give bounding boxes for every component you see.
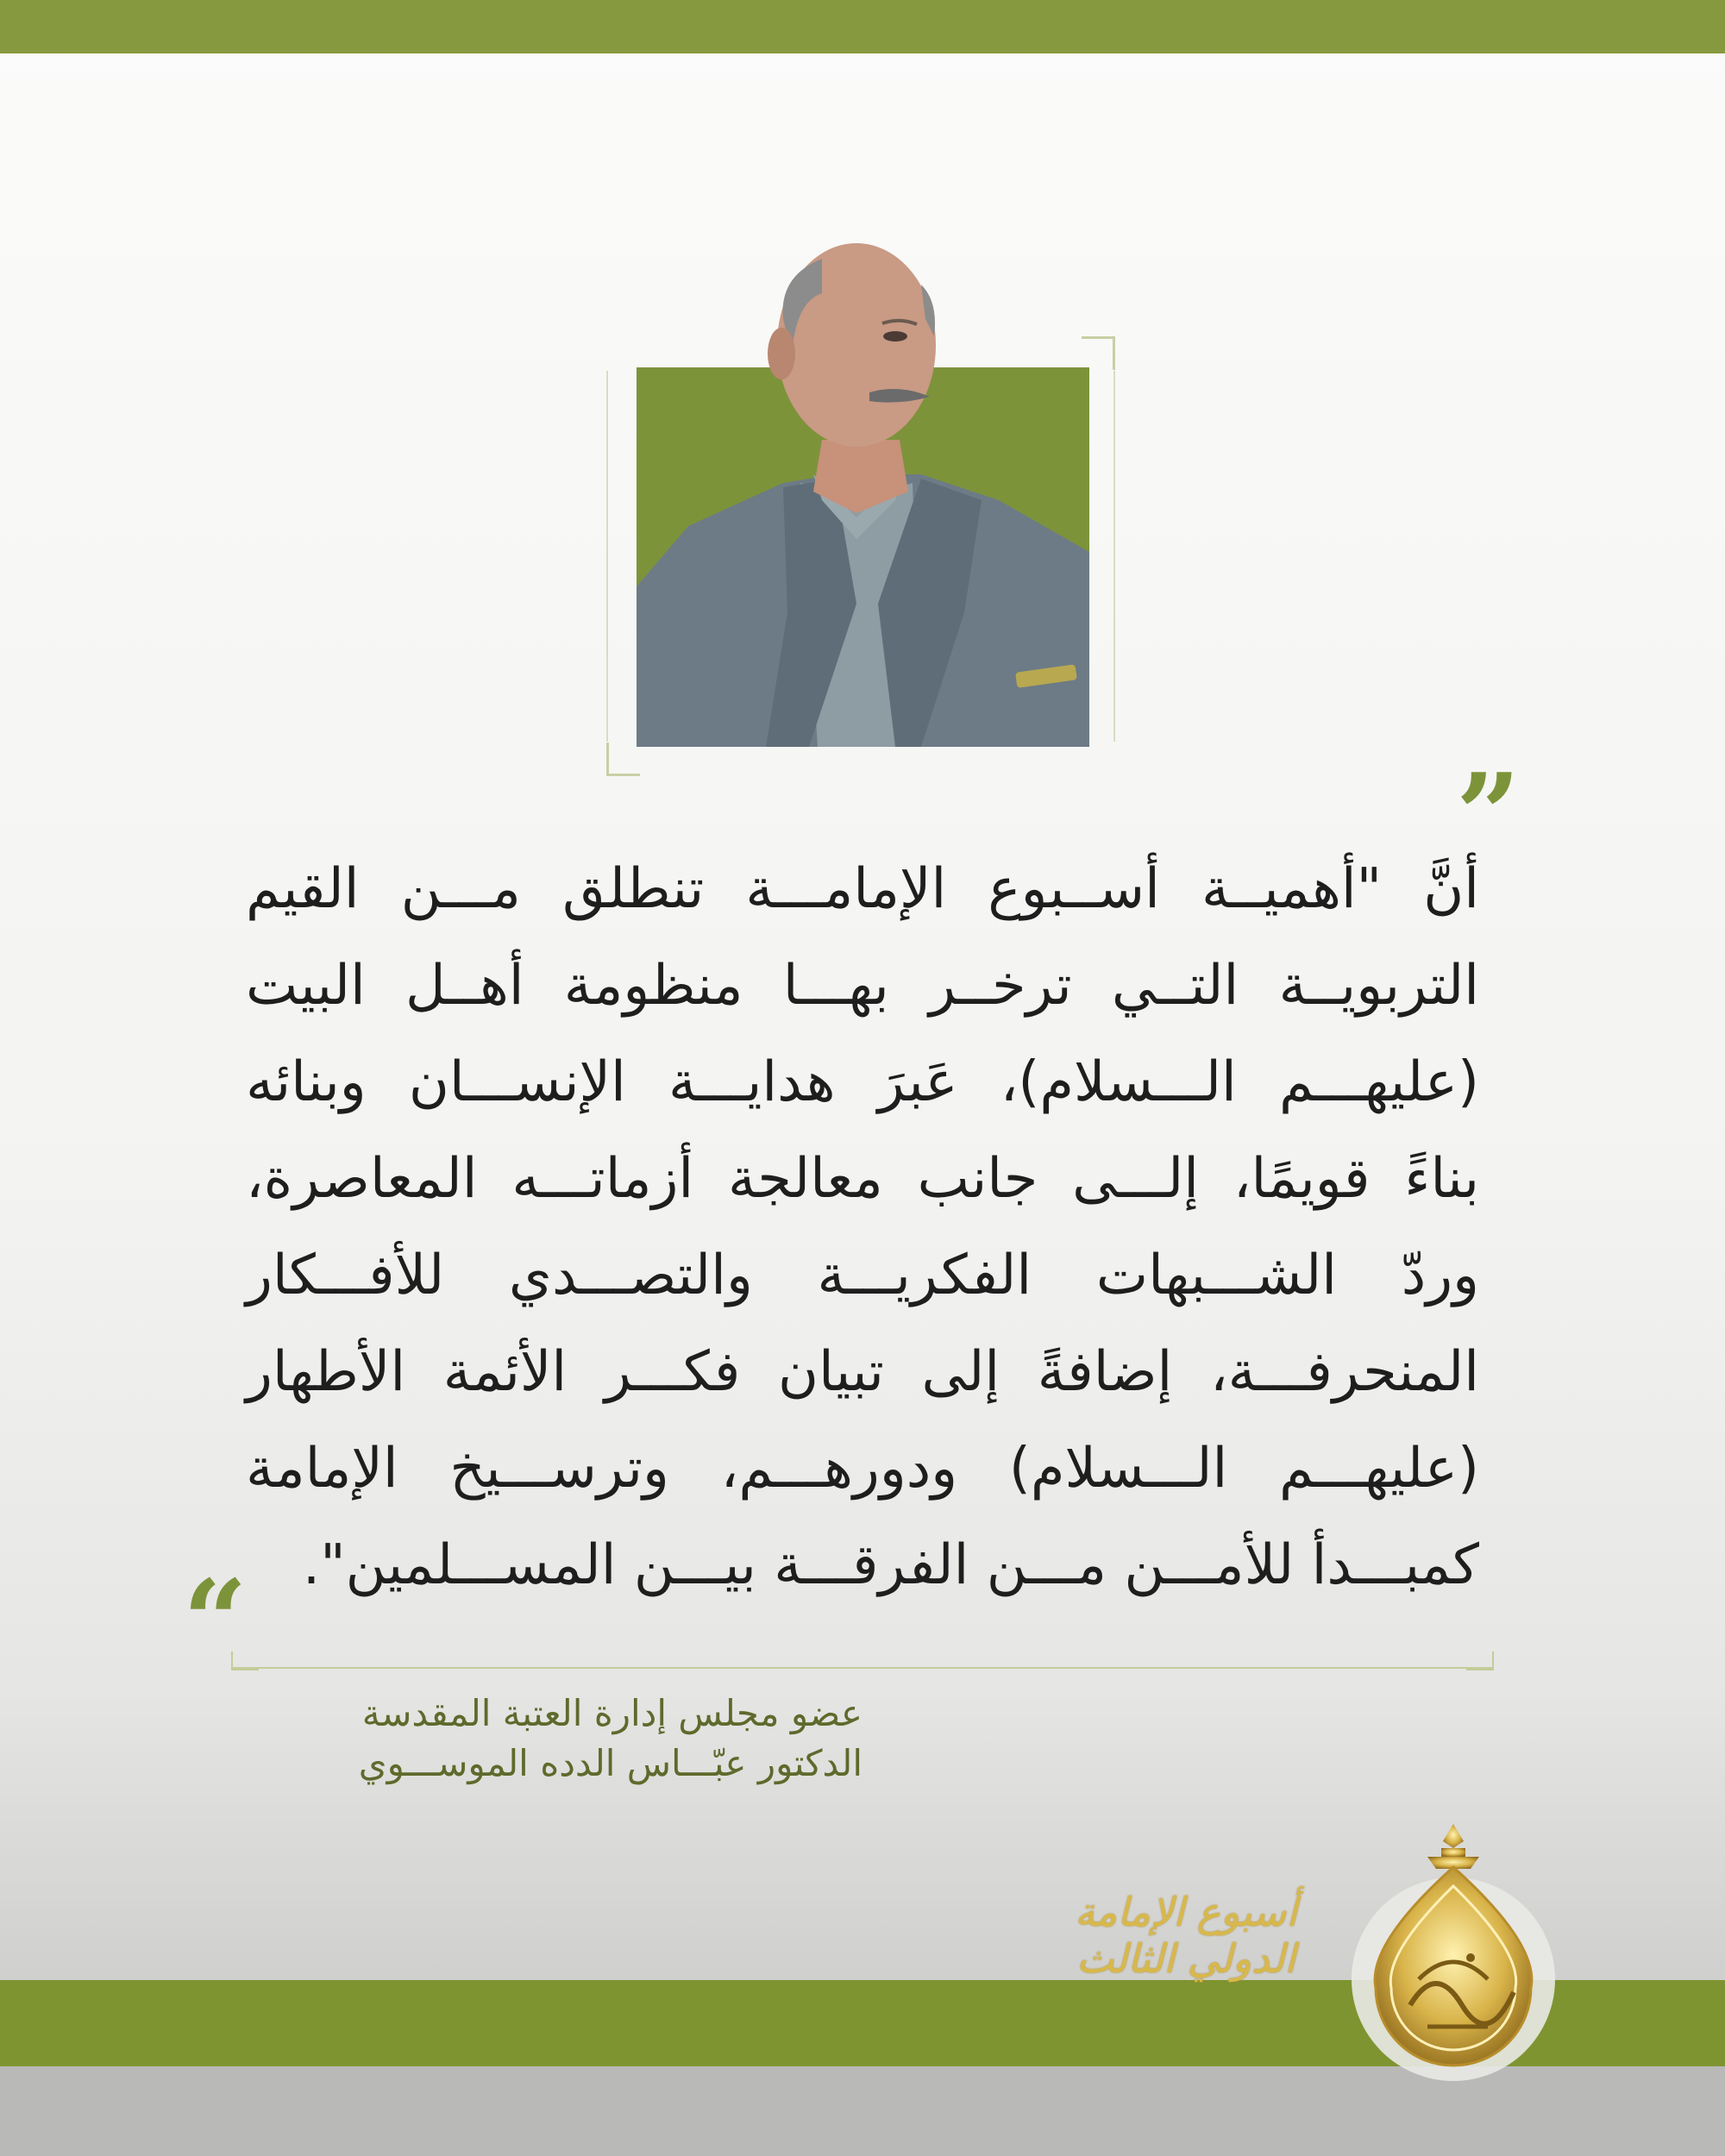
- quote-line: التربويــة التــي ترخــر بهـــا منظومة أهــل البيت: [246, 954, 1479, 1018]
- quote-line: أنَّ "أهميــة أســبوع الإمامـــة تنطلق مـــن القيم: [246, 857, 1479, 921]
- frame-corner-bottom-left: [606, 743, 640, 776]
- quote-text: [246, 841, 1479, 1614]
- frame-line-left: [606, 371, 608, 742]
- quote-line: المنحرفـــة، إضافةً إلى تبيان فكـــر الأئمة الأطهار: [246, 1340, 1479, 1404]
- top-accent-bar: [0, 0, 1725, 53]
- quote-line: (عليهـــم الـــسلام) ودورهـــم، وترســـيخ الإمامة: [246, 1437, 1479, 1501]
- event-logo-text: أسبوع الإمامة الدولي الثالث: [1074, 1889, 1297, 1982]
- signature-divider: [233, 1667, 1492, 1669]
- divider-tick-right: [1466, 1651, 1494, 1670]
- quote-line: (عليهـــم الـــسلام)، عَبرَ هدايـــة الإنســـان وبنائه: [246, 1050, 1479, 1114]
- frame-line-right: [1113, 371, 1115, 742]
- close-quote-mark: “: [183, 1555, 248, 1687]
- portrait-photo: [637, 241, 1089, 747]
- quote-line: وردّ الشـــبهات الفكريـــة والتصـــدي للأفـــكار: [246, 1244, 1479, 1307]
- open-quote-mark: ”: [1456, 749, 1521, 881]
- quote-line: كمبـــدأ للأمـــن مـــن الفرقـــة بيـــن المســـلمين".: [302, 1533, 1479, 1597]
- imamate-week-emblem-icon: [1341, 1807, 1565, 2083]
- quote-line: بناءً قويمًا، إلـــى جانب معالجة أزماتـــه المعاصرة،: [246, 1147, 1479, 1211]
- signature-role: عضو مجلس إدارة العتبة المقدسة: [361, 1692, 862, 1734]
- signature-name: الدكتور عبّـــاس الدده الموســـوي: [358, 1742, 862, 1784]
